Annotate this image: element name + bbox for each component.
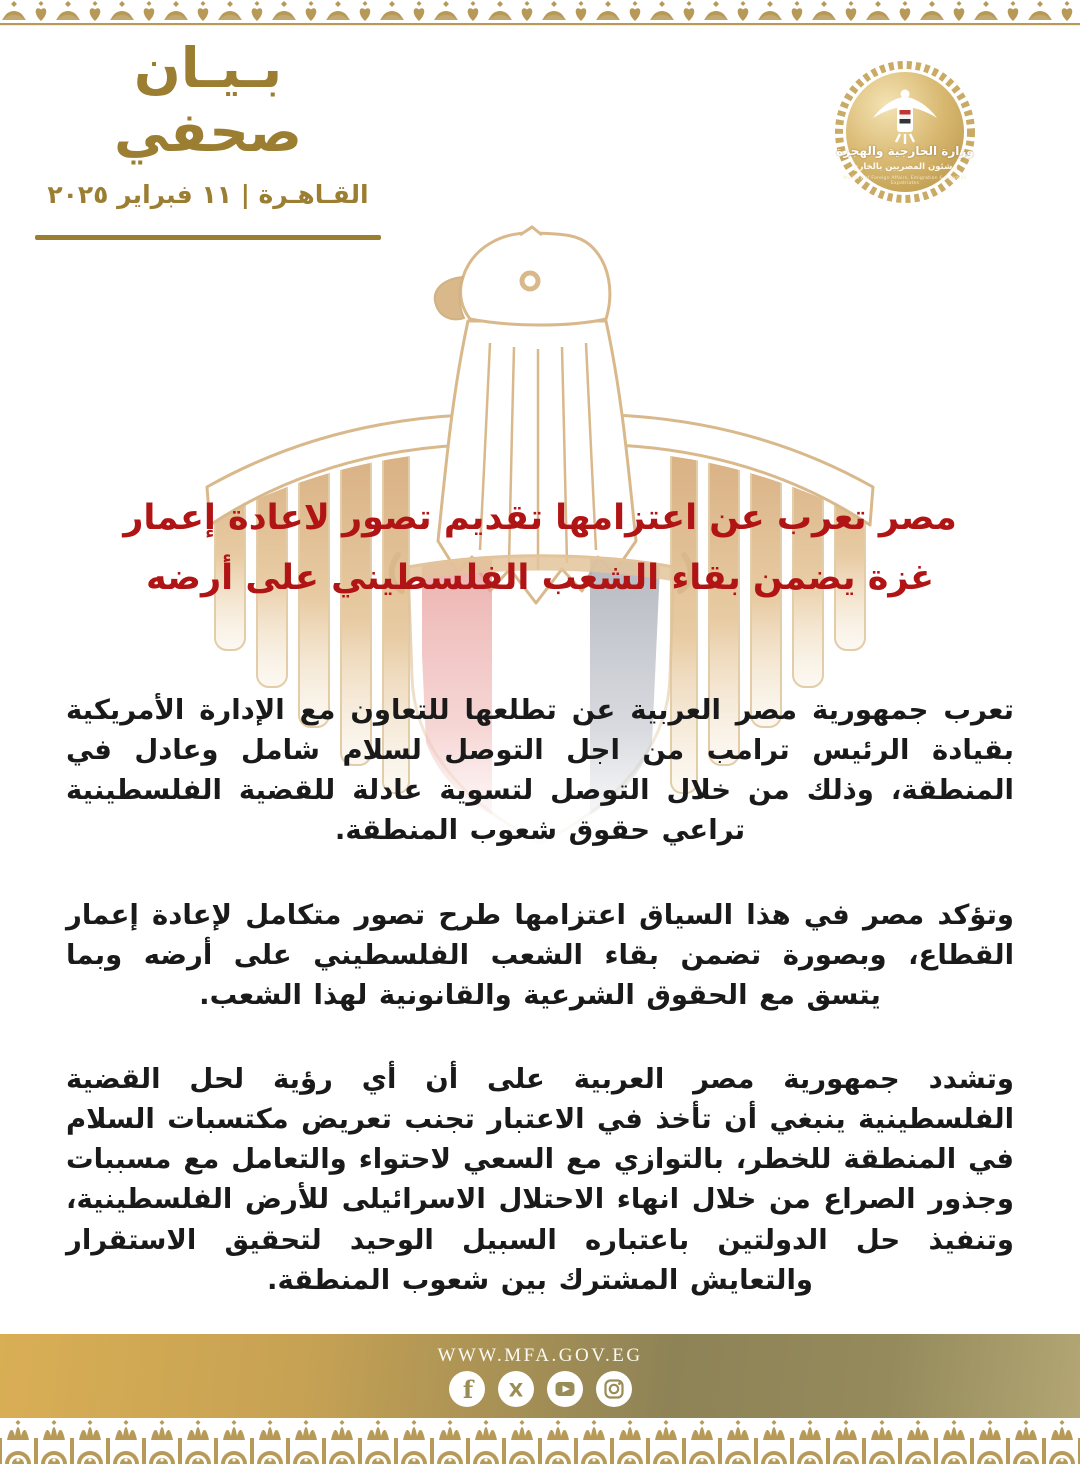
headline <box>0 488 1080 608</box>
headline-line-1: مصر تعرب عن اعتزامها تقديم تصور لاعادة إعمار <box>123 498 957 538</box>
svg-text:f: f <box>462 1375 473 1404</box>
headline-line-2: غزة يضمن بقاء الشعب الفلسطيني على أرضه <box>145 558 935 598</box>
youtube-icon[interactable] <box>547 1371 583 1407</box>
website-url[interactable]: WWW.MFA.GOV.EG <box>437 1345 643 1366</box>
ministry-seal <box>832 58 978 206</box>
facebook-icon[interactable] <box>449 1371 485 1407</box>
social-links <box>0 1371 1080 1407</box>
masthead <box>35 36 381 240</box>
ornament-border-top <box>0 0 1080 26</box>
dateline: القـاهـرة | ١١ فبراير ٢٠٢٥ <box>47 180 369 209</box>
body-paragraph-2: وتؤكد مصر في هذا السياق اعتزامها طرح تصور متكامل لإعادة إعمار القطاع، وبصورة تضمن بقاء الشعب الفلسطيني على أرضه وبما يتسق مع الحقوق الشرعية والقانونية لهذا الشعب. <box>66 898 1014 1011</box>
svg-text:X: X <box>508 1379 523 1402</box>
statement-body <box>0 676 1080 1344</box>
seal-org-name-en: Ministry of Foreign Affairs, Emigration & Egyptian Expatriates <box>843 176 967 186</box>
ornament-border-bottom <box>0 1418 1080 1464</box>
body-paragraph-3: وتشدد جمهورية مصر العربية على أن أي رؤية لحل القضية الفلسطينية ينبغي أن تأخذ في الاعتبار تجنب تعريض مكتسبات السلام في المنطقة للخطر، بالتوازي مع السعي لاحتواء والتعامل مع مسببات وجذور الصراع من خلال انهاء الاحتلال الاسرائيلى للأرض الفلسطينية، وتنفيذ حل الدولتين باعتباره السبيل الوحيد لتحقيق الاستقرار والتعايش المشترك بين شعوب المنطقة. <box>66 1062 1014 1296</box>
footer-bar <box>0 1334 1080 1418</box>
body-paragraph-1: تعرب جمهورية مصر العربية عن تطلعها للتعاون مع الإدارة الأمريكية بقيادة الرئيس ترامب من اجل التوصل لسلام شامل وعادل في المنطقة، وذلك من خلال التوصل لتسوية عادلة للقضية الفلسطينية تراعي حقوق شعوب المنطقة. <box>66 694 1014 847</box>
x-icon[interactable] <box>498 1371 534 1407</box>
gold-rule <box>35 235 381 240</box>
page-title: بـيـان صحفي <box>113 36 302 164</box>
instagram-icon[interactable] <box>596 1371 632 1407</box>
seal-org-sub-ar: وشئون المصريين بالخارج <box>852 162 958 172</box>
seal-org-name-ar: وزارة الخارجية والهجرة <box>836 144 974 158</box>
